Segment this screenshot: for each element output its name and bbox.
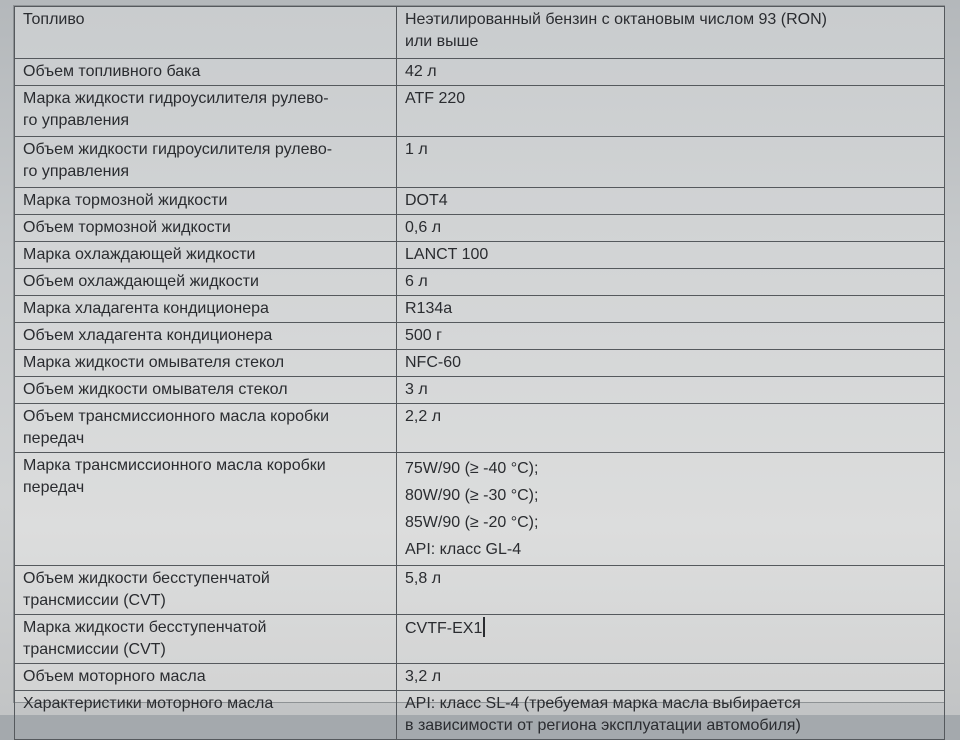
table-row: [15, 215, 945, 242]
value-text: DOT4: [405, 192, 448, 209]
table-row: [15, 188, 945, 215]
param-text: Объем охлаждающей жидкости: [23, 273, 259, 290]
value-text: R134a: [405, 300, 453, 317]
param-text: трансмиссии (CVT): [23, 592, 166, 609]
param-text: передач: [23, 430, 85, 447]
param-cell: [15, 137, 397, 188]
table-row: [15, 86, 945, 137]
value-cell: [397, 296, 945, 323]
param-text: Марка жидкости гидроусилителя рулево-: [23, 90, 329, 107]
param-text: Объем моторного масла: [23, 668, 206, 685]
table-row: [15, 7, 945, 59]
value-cell: [397, 86, 945, 137]
value-text: ATF 220: [405, 90, 466, 107]
param-text: Объем топливного бака: [23, 63, 201, 80]
value-text: 75W/90 (≥ -40 °C);: [405, 460, 539, 477]
value-cell: [397, 377, 945, 404]
param-cell: [15, 242, 397, 269]
value-text: 0,6 л: [405, 219, 442, 236]
param-text: Объем трансмиссионного масла коробки: [23, 408, 330, 425]
param-text: Марка охлаждающей жидкости: [23, 246, 256, 263]
value-text: 85W/90 (≥ -20 °C);: [405, 514, 539, 531]
param-text: Объем жидкости гидроусилителя рулево-: [23, 141, 333, 158]
value-text: API: класс SL-4 (требуемая марка масла выбирается: [405, 695, 801, 712]
param-cell: [15, 188, 397, 215]
table-row: [15, 566, 945, 615]
table-row: [15, 59, 945, 86]
table-row: [15, 664, 945, 691]
value-cell: [397, 453, 945, 566]
param-text: Объем хладагента кондиционера: [23, 327, 273, 344]
param-cell: [15, 323, 397, 350]
value-text: 2,2 л: [405, 408, 442, 425]
value-text: 3 л: [405, 381, 428, 398]
value-text: 1 л: [405, 141, 428, 158]
value-text: в зависимости от региона эксплуатации автомобиля): [405, 717, 801, 734]
param-text: Характеристики моторного масла: [23, 695, 274, 712]
table-row: [15, 404, 945, 453]
param-cell: [15, 377, 397, 404]
param-cell: [15, 59, 397, 86]
param-cell: [15, 664, 397, 691]
param-cell: [15, 215, 397, 242]
value-text: 42 л: [405, 63, 437, 80]
param-text: го управления: [23, 163, 130, 180]
value-text: API: класс GL-4: [405, 541, 522, 558]
param-cell: [15, 86, 397, 137]
param-cell: [15, 404, 397, 453]
value-cell: [397, 59, 945, 86]
value-cell: [397, 137, 945, 188]
value-cell: [397, 188, 945, 215]
value-text: LANCT 100: [405, 246, 489, 263]
param-cell: [15, 453, 397, 566]
table-row: [15, 323, 945, 350]
param-text: передач: [23, 479, 85, 496]
table-row: [15, 377, 945, 404]
value-cell: [397, 615, 945, 664]
text-cursor: [483, 617, 485, 637]
param-text: Марка жидкости бесступенчатой: [23, 619, 267, 636]
table-row: [15, 269, 945, 296]
value-cell: [397, 269, 945, 296]
value-cell: [397, 350, 945, 377]
value-cell: [397, 7, 945, 59]
value-text: Неэтилированный бензин с октановым числом 93 (RON): [405, 11, 827, 28]
param-cell: [15, 7, 397, 59]
table-row: [15, 350, 945, 377]
value-text: 500 г: [405, 327, 442, 344]
param-cell: [15, 350, 397, 377]
value-cell: [397, 215, 945, 242]
param-text: Марка хладагента кондиционера: [23, 300, 269, 317]
param-text: Объем жидкости бесступенчатой: [23, 570, 270, 587]
param-cell: [15, 691, 397, 740]
param-cell: [15, 566, 397, 615]
param-text: Объем тормозной жидкости: [23, 219, 231, 236]
table-row: [15, 296, 945, 323]
param-text: Топливо: [23, 11, 85, 28]
value-cell: [397, 404, 945, 453]
value-cell: [397, 242, 945, 269]
fluids-spec-table: [14, 6, 945, 740]
value-cell: [397, 691, 945, 740]
param-text: Марка тормозной жидкости: [23, 192, 228, 209]
table-row: [15, 691, 945, 740]
value-text: 80W/90 (≥ -30 °C);: [405, 487, 539, 504]
param-cell: [15, 269, 397, 296]
value-cell: [397, 664, 945, 691]
value-text: или выше: [405, 33, 479, 50]
value-text: 3,2 л: [405, 668, 442, 685]
value-text: NFC-60: [405, 354, 462, 371]
value-cell: [397, 566, 945, 615]
param-text: Объем жидкости омывателя стекол: [23, 381, 288, 398]
value-text: CVTF-EX1: [405, 620, 483, 637]
table-row: [15, 615, 945, 664]
table-row: [15, 242, 945, 269]
document-sheet: [14, 6, 944, 734]
param-text: Марка жидкости омывателя стекол: [23, 354, 285, 371]
param-text: трансмиссии (CVT): [23, 641, 166, 658]
value-text: 6 л: [405, 273, 428, 290]
value-cell: [397, 323, 945, 350]
table-row: [15, 137, 945, 188]
param-text: Марка трансмиссионного масла коробки: [23, 457, 326, 474]
param-text: го управления: [23, 112, 130, 129]
param-cell: [15, 296, 397, 323]
table-row: [15, 453, 945, 566]
param-cell: [15, 615, 397, 664]
value-text: 5,8 л: [405, 570, 442, 587]
